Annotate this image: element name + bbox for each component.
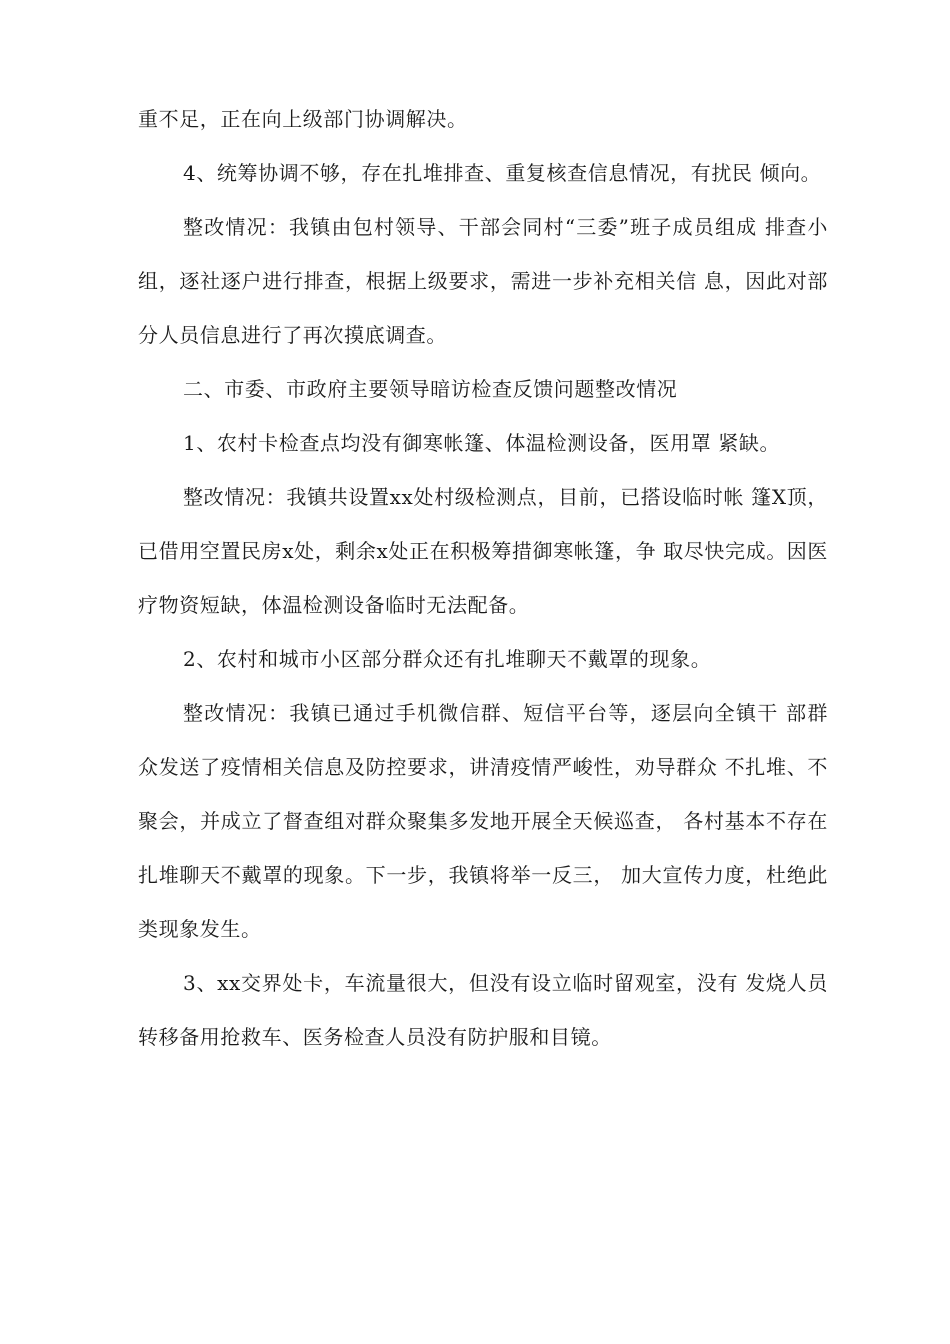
paragraph-item-4: 4、统筹协调不够，存在扎堆排查、重复核查信息情况，有扰民 倾向。 xyxy=(183,161,822,185)
paragraph-rectification-3: 整改情况：我镇已通过手机微信群、短信平台等，逐层向全镇干 部群众发送了疫情相关信息及防控要求，讲清疫情严峻性，劝导群众 不扎堆、不聚会，并成立了督查组对群众聚集多发地开展全天候巡查， 各村基本不存在扎堆聊天不戴罩的现象。下一步，我镇将举一反三， 加大宣传力度，杜绝此类现象发生。 xyxy=(138,701,828,941)
paragraph-item-1: 1、农村卡检查点均没有御寒帐篷、体温检测设备，医用罩 紧缺。 xyxy=(183,431,781,455)
paragraph-item-3: 3、xx交界处卡，车流量很大，但没有设立临时留观室，没有 发烧人员转移备用抢救车、医务检查人员没有防护服和目镜。 xyxy=(138,971,828,1049)
paragraph-item-2: 2、农村和城市小区部分群众还有扎堆聊天不戴罩的现象。 xyxy=(183,647,712,671)
paragraph-continuation: 重不足，正在向上级部门协调解决。 xyxy=(138,107,468,131)
paragraph-rectification-1: 整改情况：我镇由包村领导、干部会同村“三委”班子成员组成 排查小组，逐社逐户进行排查，根据上级要求，需进一步补充相关信 息，因此对部分人员信息进行了再次摸底调查。 xyxy=(138,215,828,347)
section-heading-2: 二、市委、市政府主要领导暗访检查反馈问题整改情况 xyxy=(183,377,678,401)
paragraph-rectification-2: 整改情况：我镇共设置xx处村级检测点，目前，已搭设临时帐 篷X顶，已借用空置民房x处，剩余x处正在积极筹措御寒帐篷，争 取尽快完成。因医疗物资短缺，体温检测设备临时无法配备。 xyxy=(138,485,828,617)
document-body xyxy=(138,92,828,1064)
